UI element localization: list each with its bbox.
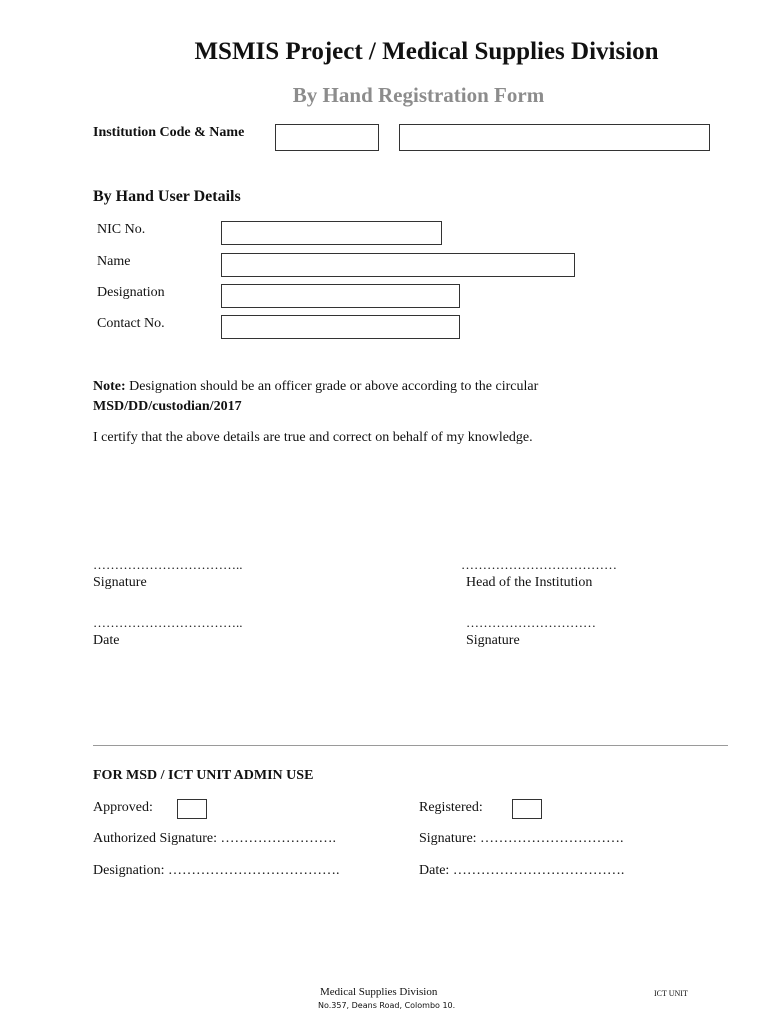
footer-address: No.357, Deans Road, Colombo 10. (318, 1001, 456, 1010)
signature-line-right: ……………………………… (461, 557, 617, 572)
signature-line-right-2: ………………………… (466, 615, 596, 630)
note-circular: MSD/DD/custodian/2017 (93, 399, 242, 414)
signature-label-left: Signature (93, 575, 147, 590)
institution-label: Institution Code & Name (93, 125, 245, 140)
footer-unit: ICT UNIT (654, 989, 688, 998)
institution-name-field[interactable] (399, 124, 710, 151)
note-prefix: Note: (93, 379, 126, 394)
note-text: Designation should be an officer grade or above according to the circular (125, 379, 539, 394)
head-of-institution-label: Head of the Institution (466, 575, 593, 590)
footer-org: Medical Supplies Division (320, 986, 438, 998)
approved-label: Approved: (93, 800, 153, 815)
approved-checkbox[interactable] (177, 799, 207, 819)
authorized-signature-line: Authorized Signature: ……………………. (93, 831, 337, 846)
admin-designation-line: Designation: ………………………………. (93, 863, 340, 878)
name-label: Name (97, 254, 131, 269)
designation-label: Designation (97, 285, 165, 300)
name-field[interactable] (221, 253, 575, 277)
registered-checkbox[interactable] (512, 799, 542, 819)
admin-heading: FOR MSD / ICT UNIT ADMIN USE (93, 768, 314, 783)
certify-text: I certify that the above details are true and correct on behalf of my knowledge. (93, 430, 533, 445)
date-label-left: Date (93, 633, 120, 648)
institution-code-field[interactable] (275, 124, 379, 151)
admin-signature-line: Signature: …………………………. (419, 831, 624, 846)
nic-field[interactable] (221, 221, 442, 245)
admin-date-line: Date: ………………………………. (419, 863, 625, 878)
contact-label: Contact No. (97, 316, 165, 331)
date-line-left: …………………………….. (93, 615, 243, 630)
section-divider (93, 745, 728, 746)
note-line (93, 379, 538, 395)
form-subtitle: By Hand Registration Form (292, 83, 545, 107)
page-title: MSMIS Project / Medical Supplies Division (194, 38, 659, 65)
user-details-heading: By Hand User Details (93, 188, 241, 205)
nic-label: NIC No. (97, 222, 146, 237)
signature-label-right-2: Signature (466, 633, 520, 648)
registered-label: Registered: (419, 800, 483, 815)
designation-field[interactable] (221, 284, 460, 308)
contact-field[interactable] (221, 315, 460, 339)
signature-line-left: …………………………….. (93, 557, 243, 572)
